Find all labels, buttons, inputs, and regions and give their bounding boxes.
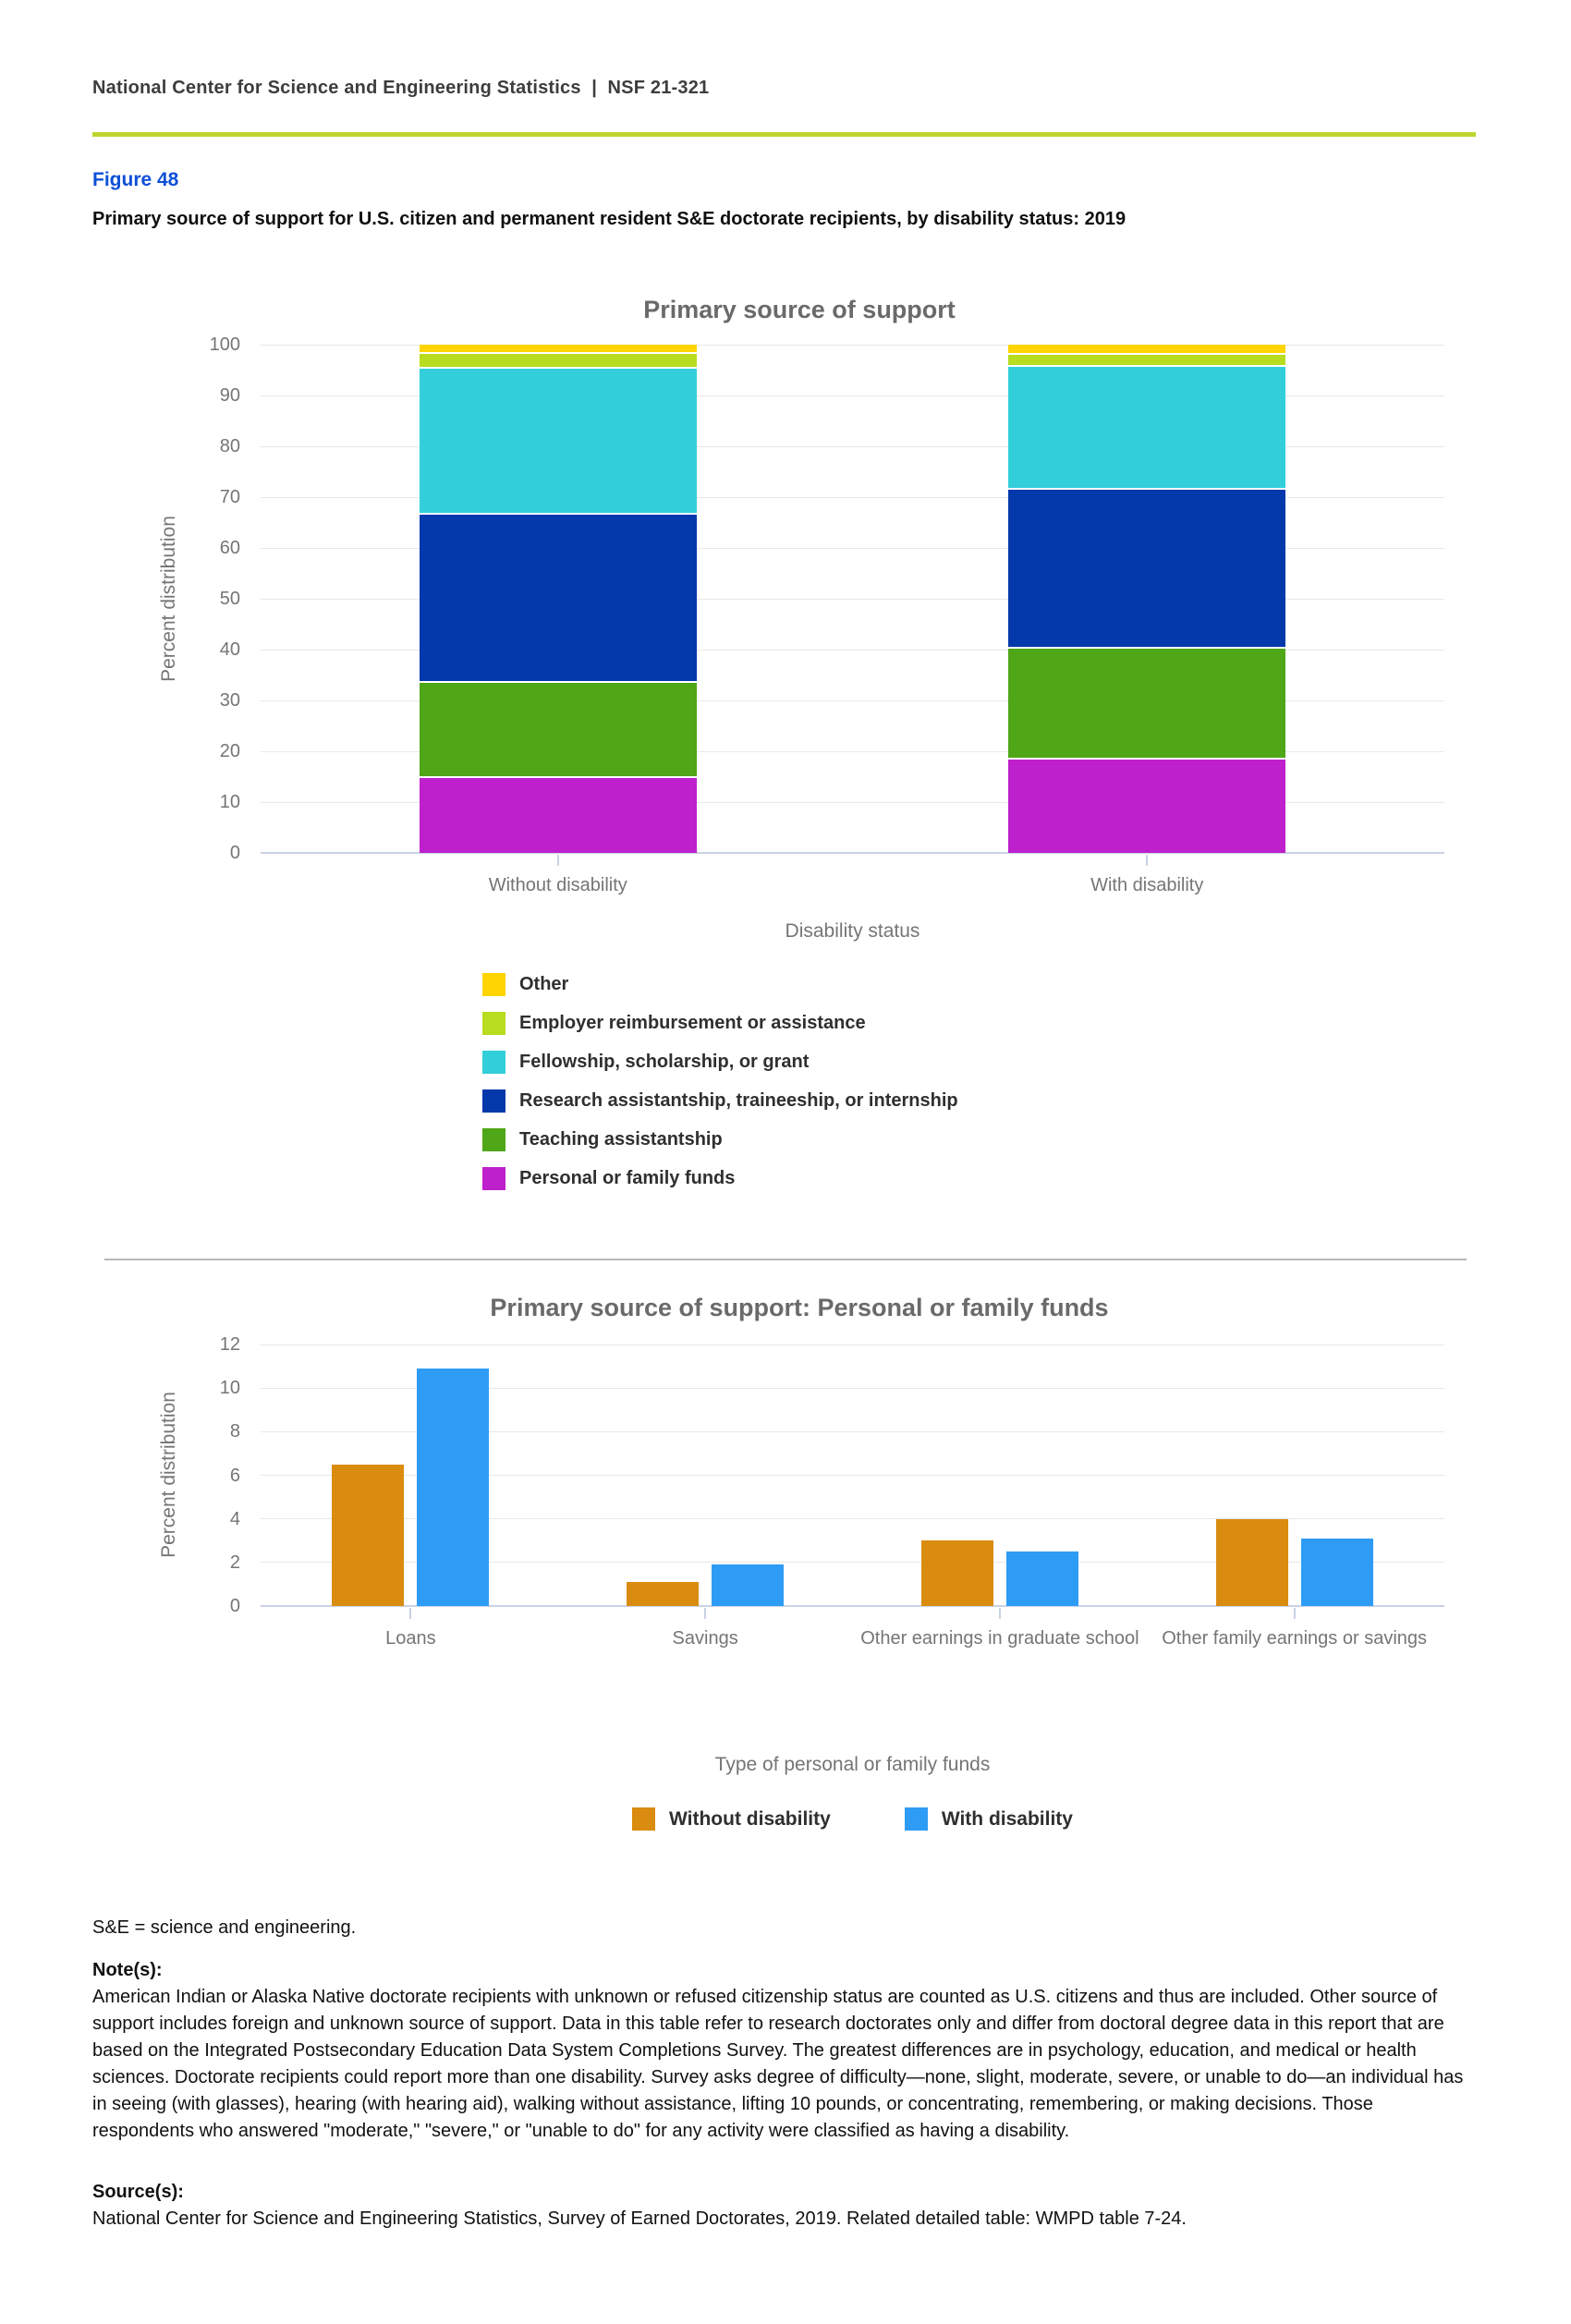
header-accent-rule — [92, 132, 1476, 137]
y-tick-label: 0 — [229, 843, 240, 863]
bar-segment-other — [420, 345, 697, 354]
source-label: Source(s): — [92, 2182, 184, 2202]
legend-swatch-without-disability — [632, 1807, 655, 1831]
legend-swatch-other — [482, 973, 505, 996]
bar-segment-other — [1008, 345, 1285, 355]
y-tick-label: 80 — [219, 436, 240, 456]
bar-with-disability-other-earnings-in-graduate-school — [1006, 1551, 1078, 1606]
bar-segment-personal-or-family-funds — [1008, 760, 1285, 853]
grouped-chart-x-axis-title: Type of personal or family funds — [714, 1754, 991, 1775]
legend-item-with-disability — [905, 1807, 1073, 1831]
category-tick — [999, 1608, 1001, 1619]
bar-with-disability-loans — [417, 1369, 489, 1606]
x-category-label: Other family earnings or savings — [1162, 1628, 1428, 1649]
grouped-chart-title: Primary source of support: Personal or family funds — [490, 1294, 1109, 1321]
bar-segment-teaching-assistantship — [1008, 649, 1285, 760]
category-tick — [1294, 1608, 1296, 1619]
bar-segment-research-assistantship-traineeship-or-internship — [1008, 490, 1285, 650]
bar-segment-employer-reimbursement-or-assistance — [1008, 355, 1285, 367]
bar-segment-teaching-assistantship — [420, 683, 697, 778]
legend-swatch-with-disability — [905, 1807, 928, 1831]
y-tick-label: 100 — [209, 335, 240, 355]
legend-label: Teaching assistantship — [519, 1128, 723, 1150]
legend-label: Employer reimbursement or assistance — [519, 1012, 866, 1033]
legend-swatch-personal-or-family-funds — [482, 1167, 505, 1190]
notes-text: American Indian or Alaska Native doctorate recipients with unknown or refused citizenship status are counted as U.S. citizens and thus are included. Other source of support includes foreign and unknown source of support. Data in this table refer to research doctorates only and differ from doctoral degree data in this report that are based on the Integrated Postsecondary Education Data System Completions Survey. The greatest differences are in psychology, education, and medical or health sciences. Doctorate recipients could report more than one disability. Survey asks degree of difficulty—none, slight, moderate, severe, or unable to do—an individual has in seeing (with glasses), hearing (with hearing aid), walking without assistance, lifting 10 pounds, or concentrating, remembering, or making decisions. Those respondents who answered "moderate," "severe," or "unable to do" for any activity were classified as having a disability. — [92, 1987, 1464, 2141]
y-tick-label: 12 — [219, 1334, 240, 1355]
x-category-label: Other earnings in graduate school — [860, 1628, 1139, 1649]
stacked-chart-title: Primary source of support — [643, 296, 956, 323]
legend-label: Personal or family funds — [519, 1167, 736, 1188]
figure-number-label: Figure 48 — [92, 169, 179, 190]
category-tick — [704, 1608, 706, 1619]
legend-swatch-employer-reimbursement-or-assistance — [482, 1012, 505, 1035]
x-category-label: Savings — [672, 1628, 738, 1649]
legend-item-personal-or-family-funds — [482, 1159, 958, 1198]
x-category-label: Without disability — [488, 875, 627, 895]
category-tick — [1146, 855, 1148, 866]
legend-swatch-research-assistantship-traineeship-or-internship — [482, 1089, 505, 1113]
bar-without-disability-other-earnings-in-graduate-school — [921, 1540, 993, 1606]
bar-with-disability-savings — [712, 1564, 784, 1606]
bar-segment-research-assistantship-traineeship-or-internship — [420, 515, 697, 683]
bar-without-disability-other-family-earnings-or-savings — [1216, 1519, 1288, 1606]
legend-item-fellowship-scholarship-or-grant — [482, 1042, 958, 1081]
legend-item-research-assistantship-traineeship-or-internship — [482, 1081, 958, 1120]
legend-swatch-fellowship-scholarship-or-grant — [482, 1051, 505, 1074]
y-tick-label: 8 — [229, 1421, 240, 1442]
category-tick — [409, 1608, 411, 1619]
y-tick-label: 70 — [219, 487, 240, 507]
legend-label: Other — [519, 973, 569, 994]
x-category-label: Loans — [385, 1628, 436, 1649]
stacked-chart-x-axis-title: Disability status — [785, 920, 920, 942]
notes-label: Note(s): — [92, 1960, 163, 1980]
bar-segment-employer-reimbursement-or-assistance — [420, 354, 697, 368]
bar-with-disability-other-family-earnings-or-savings — [1301, 1539, 1373, 1606]
y-tick-label: 6 — [229, 1465, 240, 1486]
legend-item-other — [482, 965, 958, 1004]
grouped-chart-legend — [263, 1807, 1442, 1831]
y-tick-label: 20 — [219, 741, 240, 761]
y-tick-label: 60 — [219, 538, 240, 558]
legend-swatch-teaching-assistantship — [482, 1128, 505, 1151]
legend-item-employer-reimbursement-or-assistance — [482, 1004, 958, 1042]
y-tick-label: 10 — [219, 1378, 240, 1399]
report-header: National Center for Science and Engineering Statistics | NSF 21-321 — [92, 78, 710, 98]
y-tick-label: 50 — [219, 589, 240, 609]
legend-item-without-disability — [632, 1807, 831, 1831]
x-category-label: With disability — [1090, 875, 1204, 895]
section-divider — [104, 1259, 1467, 1260]
category-tick — [557, 855, 559, 866]
grouped-chart-y-axis-title: Percent distribution — [158, 1392, 179, 1558]
legend-label: Research assistantship, traineeship, or internship — [519, 1089, 958, 1111]
source-text: National Center for Science and Engineering Statistics, Survey of Earned Doctorates, 2019. Related detailed table: WMPD table 7-24. — [92, 2208, 1187, 2229]
bar-segment-personal-or-family-funds — [420, 778, 697, 853]
bar-without-disability-loans — [332, 1465, 404, 1606]
y-tick-label: 40 — [219, 639, 240, 660]
bar-segment-fellowship-scholarship-or-grant — [1008, 367, 1285, 490]
legend-label: Fellowship, scholarship, or grant — [519, 1051, 810, 1072]
legend-item-teaching-assistantship — [482, 1120, 958, 1159]
y-tick-label: 90 — [219, 385, 240, 406]
y-tick-label: 10 — [219, 792, 240, 812]
y-tick-label: 0 — [229, 1596, 240, 1616]
stacked-chart-y-axis-title: Percent distribution — [158, 516, 179, 682]
bar-without-disability-savings — [627, 1582, 699, 1606]
legend-label: Without disability — [669, 1807, 831, 1830]
abbreviation-note: S&E = science and engineering. — [92, 1917, 357, 1938]
y-tick-label: 4 — [229, 1508, 240, 1529]
bar-segment-fellowship-scholarship-or-grant — [420, 369, 697, 515]
stacked-chart-legend — [482, 965, 958, 1198]
y-tick-label: 2 — [229, 1551, 240, 1573]
y-tick-label: 30 — [219, 690, 240, 711]
figure-title: Primary source of support for U.S. citizen and permanent resident S&E doctorate recipients, by disability status: 2019 — [92, 209, 1126, 229]
legend-label: With disability — [941, 1807, 1073, 1830]
